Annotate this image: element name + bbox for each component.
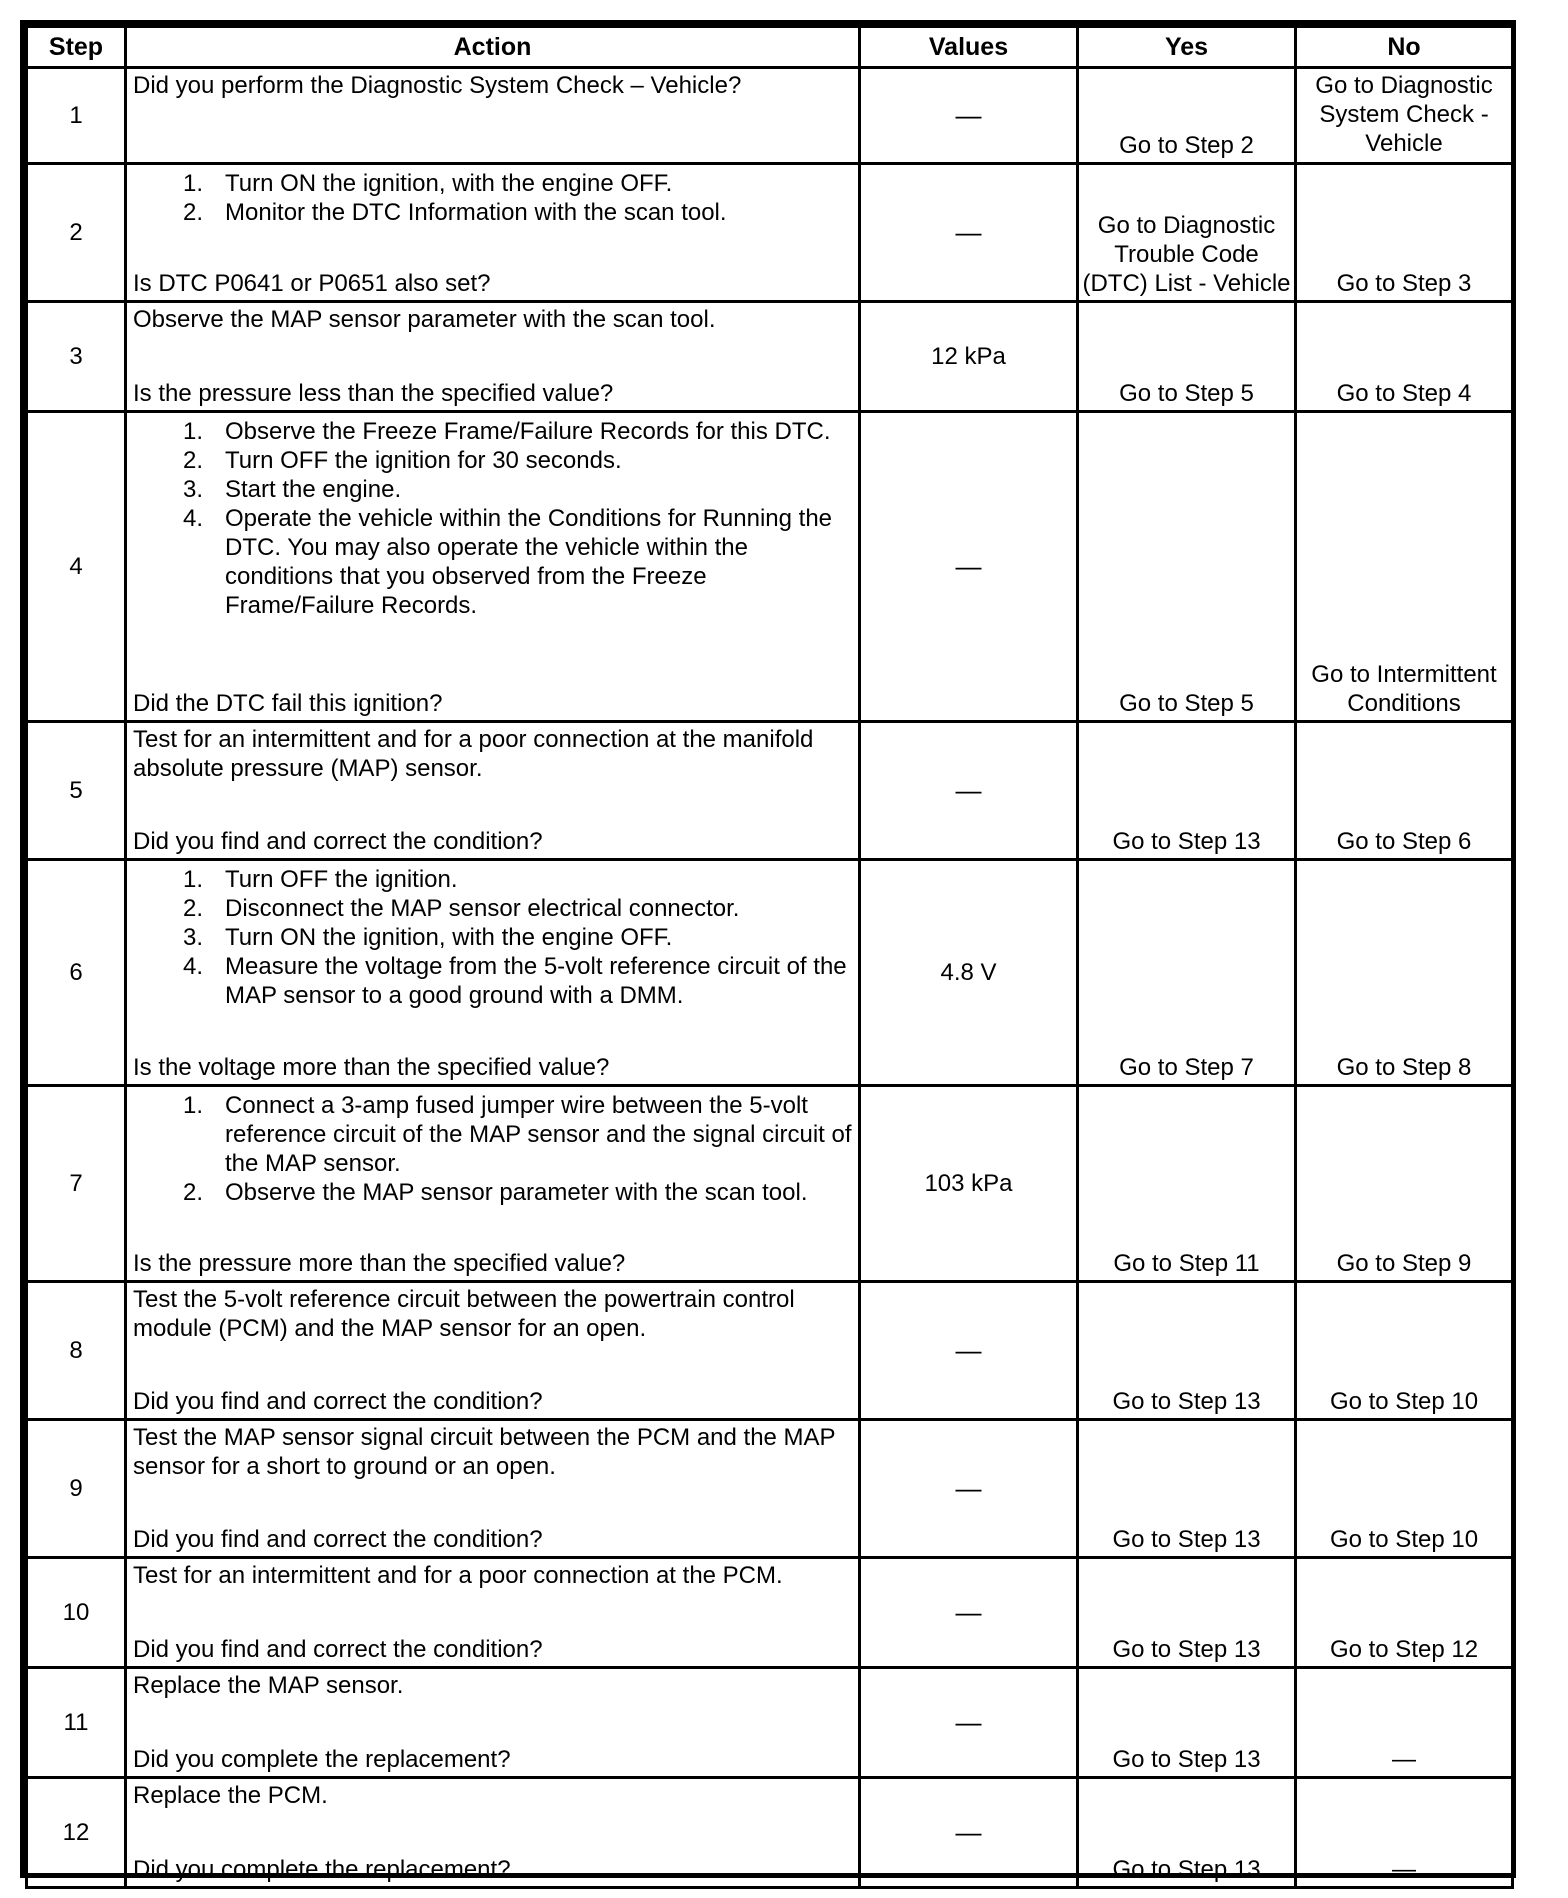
no-cell [1296,412,1513,722]
action-step-item [133,169,854,198]
value-cell: — [860,1420,1078,1558]
action-step-number: 4. [182,953,203,980]
action-step-text: Connect a 3-amp fused jumper wire between the 5-volt reference circuit of the MAP sensor and the signal circuit of the MAP sensor. [225,1092,852,1177]
step-number: 4 [27,412,126,722]
action-step-item [133,952,854,1010]
no-instruction: — [1392,1746,1416,1773]
yes-instruction: Go to Step 7 [1119,1054,1254,1081]
action-instruction: Did you perform the Diagnostic System Check – Vehicle? [133,72,742,99]
action-step-text: Monitor the DTC Information with the scan tool. [225,199,727,226]
action-question: Did you complete the replacement? [133,1856,511,1883]
action-cell [126,412,860,722]
action-step-text: Turn ON the ignition, with the engine OFF. [225,170,673,197]
table-row [27,1778,1513,1888]
no-cell [1296,1282,1513,1420]
no-instruction: Go to Step 9 [1336,1250,1472,1277]
value-cell: — [860,1778,1078,1888]
action-step-text: Turn OFF the ignition for 30 seconds. [225,447,622,474]
yes-cell [1078,164,1296,302]
yes-instruction: Go to Step 13 [1112,1856,1261,1883]
action-cell [126,302,860,412]
value-cell: 4.8 V [860,860,1078,1086]
action-step-number: 2. [182,1179,203,1206]
value-cell: — [860,1282,1078,1420]
action-step-item [133,198,854,227]
no-cell [1296,68,1513,164]
yes-instruction: Go to Diagnostic Trouble Code (DTC) List - Vehicle [1082,212,1291,297]
no-instruction: Go to Step 4 [1336,380,1472,407]
step-number: 3 [27,302,126,412]
yes-cell [1078,1558,1296,1668]
no-instruction: Go to Step 10 [1329,1388,1479,1415]
diagnostic-table [25,25,1514,1889]
no-cell [1296,1558,1513,1668]
value-cell: — [860,1668,1078,1778]
action-instruction: Replace the MAP sensor. [133,1672,404,1699]
action-cell [126,68,860,164]
action-question [133,160,854,162]
action-instruction: Test the MAP sensor signal circuit between the PCM and the MAP sensor for a short to ground or an open. [133,1424,836,1480]
yes-cell [1078,1086,1296,1282]
step-number: 1 [27,68,126,164]
action-cell [126,1420,860,1558]
step-number: 11 [27,1668,126,1778]
value-cell: — [860,412,1078,722]
no-cell [1296,164,1513,302]
action-step-item [133,446,854,475]
yes-cell [1078,1778,1296,1888]
action-instruction: Test for an intermittent and for a poor connection at the PCM. [133,1562,783,1589]
yes-instruction: Go to Step 2 [1119,132,1254,159]
no-cell [1296,1778,1513,1888]
action-question: Did you find and correct the condition? [133,1388,543,1415]
value-cell: — [860,68,1078,164]
action-step-list [133,1091,854,1207]
no-instruction: Go to Step 10 [1329,1526,1479,1553]
action-step-number: 3. [182,924,203,951]
action-question: Is the pressure less than the specified value? [133,380,614,407]
action-step-text: Turn OFF the ignition. [225,866,458,893]
no-instruction: Go to Step 12 [1329,1636,1479,1663]
no-cell [1296,860,1513,1086]
action-instruction: Replace the PCM. [133,1782,328,1809]
action-step-list [133,865,854,1010]
no-cell [1296,302,1513,412]
action-step-number: 1. [182,866,203,893]
action-step-item [133,923,854,952]
yes-instruction: Go to Step 13 [1112,1526,1261,1553]
no-instruction: — [1392,1856,1416,1883]
value-cell: — [860,164,1078,302]
value-cell: — [860,1558,1078,1668]
header-no: No [1296,27,1513,68]
yes-instruction: Go to Step 13 [1112,828,1261,855]
action-step-list [133,169,854,227]
action-cell [126,1282,860,1420]
action-step-item [133,865,854,894]
action-step-item [133,504,854,620]
action-instruction: Test for an intermittent and for a poor connection at the manifold absolute pressure (MAP) sensor. [133,726,814,782]
action-cell [126,1778,860,1888]
table-row [27,302,1513,412]
action-step-number: 2. [182,895,203,922]
action-step-text: Observe the Freeze Frame/Failure Records for this DTC. [225,418,831,445]
no-cell [1296,1668,1513,1778]
action-step-item [133,1091,854,1178]
action-step-number: 1. [182,1092,203,1119]
yes-cell [1078,1282,1296,1420]
action-question: Is the pressure more than the specified value? [133,1250,626,1277]
yes-cell [1078,860,1296,1086]
table-row [27,1668,1513,1778]
header-action: Action [126,27,860,68]
yes-instruction: Go to Step 13 [1112,1746,1261,1773]
action-cell [126,722,860,860]
action-cell [126,860,860,1086]
action-instruction: Observe the MAP sensor parameter with the scan tool. [133,306,716,333]
action-step-list [133,417,854,620]
yes-instruction: Go to Step 11 [1113,1250,1260,1277]
yes-instruction: Go to Step 5 [1119,380,1254,407]
yes-cell [1078,1420,1296,1558]
action-question: Did you find and correct the condition? [133,1526,543,1553]
yes-cell [1078,1668,1296,1778]
table-row [27,1282,1513,1420]
no-instruction: Go to Step 3 [1336,270,1472,297]
no-instruction: Go to Diagnostic System Check - Vehicle [1315,72,1493,157]
action-step-text: Measure the voltage from the 5-volt reference circuit of the MAP sensor to a good ground with a DMM. [225,953,847,1009]
action-cell [126,1086,860,1282]
table-row [27,1086,1513,1282]
action-step-number: 2. [182,447,203,474]
yes-cell [1078,68,1296,164]
diagnostic-table-frame [20,20,1516,1883]
header-yes: Yes [1078,27,1296,68]
yes-cell [1078,412,1296,722]
step-number: 6 [27,860,126,1086]
table-row [27,1558,1513,1668]
header-values: Values [860,27,1078,68]
table-row [27,68,1513,164]
table-row [27,164,1513,302]
table-row [27,860,1513,1086]
no-instruction: Go to Step 8 [1336,1054,1472,1081]
action-cell [126,164,860,302]
action-cell [126,1558,860,1668]
action-step-text: Start the engine. [225,476,402,503]
no-cell [1296,1420,1513,1558]
action-step-text: Operate the vehicle within the Conditions for Running the DTC. You may also operate the vehicle within the conditions that you observed from the Freeze Frame/Failure Records. [225,505,833,619]
action-question: Is DTC P0641 or P0651 also set? [133,270,491,297]
no-instruction: Go to Intermittent Conditions [1311,661,1497,717]
header-step: Step [27,27,126,68]
step-number: 5 [27,722,126,860]
action-question: Did you complete the replacement? [133,1746,511,1773]
no-cell [1296,1086,1513,1282]
no-instruction: Go to Step 6 [1336,828,1472,855]
yes-instruction: Go to Step 13 [1112,1388,1261,1415]
action-question: Did you find and correct the condition? [133,828,543,855]
action-step-text: Observe the MAP sensor parameter with the scan tool. [225,1179,808,1206]
action-step-number: 1. [182,418,203,445]
action-step-item [133,417,854,446]
action-instruction: Test the 5-volt reference circuit between the powertrain control module (PCM) and the MAP sensor for an open. [133,1286,795,1342]
step-number: 8 [27,1282,126,1420]
action-step-item [133,475,854,504]
action-cell [126,1668,860,1778]
action-step-number: 3. [182,476,203,503]
action-step-text: Disconnect the MAP sensor electrical connector. [225,895,740,922]
step-number: 7 [27,1086,126,1282]
yes-instruction: Go to Step 13 [1112,1636,1261,1663]
value-cell: 103 kPa [860,1086,1078,1282]
step-number: 2 [27,164,126,302]
yes-cell [1078,302,1296,412]
step-number: 12 [27,1778,126,1888]
table-row [27,1420,1513,1558]
step-number: 9 [27,1420,126,1558]
table-row [27,412,1513,722]
action-step-number: 2. [182,199,203,226]
step-number: 10 [27,1558,126,1668]
action-step-number: 4. [182,505,203,532]
yes-cell [1078,722,1296,860]
action-question: Did you find and correct the condition? [133,1636,543,1663]
action-step-item [133,894,854,923]
value-cell: — [860,722,1078,860]
action-question: Did the DTC fail this ignition? [133,690,443,717]
action-question: Is the voltage more than the specified value? [133,1054,610,1081]
value-cell: 12 kPa [860,302,1078,412]
action-step-number: 1. [182,170,203,197]
yes-instruction: Go to Step 5 [1119,690,1254,717]
table-header-row [27,27,1513,68]
no-cell [1296,722,1513,860]
table-row [27,722,1513,860]
action-step-item [133,1178,854,1207]
action-step-text: Turn ON the ignition, with the engine OFF. [225,924,673,951]
